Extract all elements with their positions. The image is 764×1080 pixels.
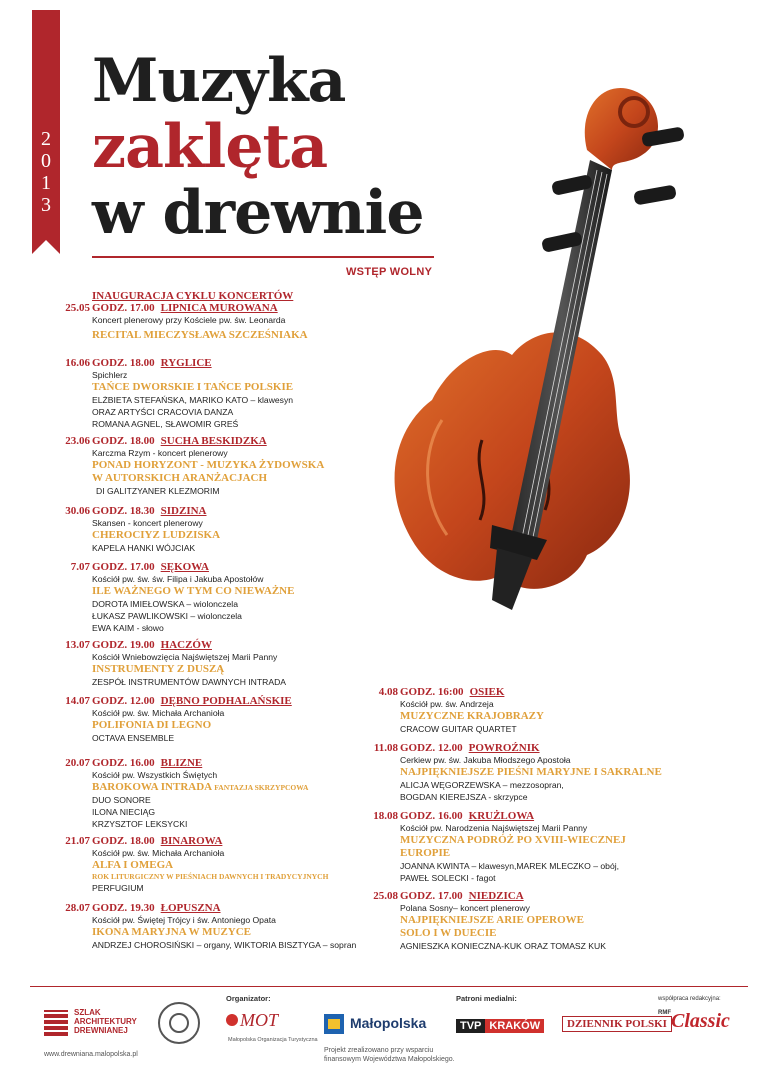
event-performer: DOROTA IMIEŁOWSKA – wiolonczela bbox=[92, 599, 238, 609]
free-entry-label: WSTĘP WOLNY bbox=[346, 266, 433, 278]
event-hour: GODZ. 17.00 bbox=[92, 302, 155, 314]
event-date: 23.06 bbox=[65, 435, 90, 447]
event-place: RYGLICE bbox=[160, 357, 212, 369]
event-program: MUZYCZNA PODRÓŻ PO XVIII-WIECZNEJ bbox=[400, 834, 626, 846]
event-hour: GODZ. 19.30 bbox=[92, 902, 155, 914]
event-program: PONAD HORYZONT - MUZYKA ŻYDOWSKA bbox=[92, 459, 325, 471]
title-line-3: w drewnie bbox=[92, 178, 424, 248]
event-place: BLIZNE bbox=[160, 757, 203, 769]
event-place: OSIEK bbox=[469, 686, 505, 698]
event-item bbox=[58, 695, 292, 744]
event-performer: ZESPÓŁ INSTRUMENTÓW DAWNYCH INTRADA bbox=[92, 677, 287, 687]
szlak-line: DREWNIANEJ bbox=[74, 1026, 128, 1035]
event-venue: Kościół pw. Narodzenia Najświętszej Marii Panny bbox=[400, 823, 588, 833]
event-date: 25.05 bbox=[65, 302, 90, 314]
event-item bbox=[366, 686, 544, 735]
event-venue: Koncert plenerowy przy Kościele pw. św. Leonarda bbox=[92, 315, 286, 325]
event-date: 20.07 bbox=[65, 757, 90, 769]
event-date: 30.06 bbox=[65, 505, 90, 517]
tvp-logo-text: TVP bbox=[456, 1019, 485, 1033]
event-performer: DI GALITZYANER KLEZMORIM bbox=[96, 486, 220, 496]
rmf-classic-logo bbox=[658, 1010, 730, 1033]
event-place: BINAROWA bbox=[160, 835, 223, 847]
event-date: 18.08 bbox=[373, 810, 398, 822]
event-hour: GODZ. 19.00 bbox=[92, 639, 155, 651]
event-venue: Kościół pw. św. Michała Archanioła bbox=[92, 848, 225, 858]
event-performer: ILONA NIECIĄG bbox=[92, 807, 156, 817]
event-performer: ŁUKASZ PAWLIKOWSKI – wiolonczela bbox=[92, 611, 242, 621]
event-place: HACZÓW bbox=[160, 639, 212, 651]
event-performer: ORAZ ARTYŚCI CRACOVIA DANZA bbox=[92, 407, 234, 417]
event-venue: Kościół pw. Wszystkich Świętych bbox=[92, 770, 218, 780]
krakow-logo-text: KRAKÓW bbox=[485, 1019, 544, 1033]
event-performer: PERFUGIUM bbox=[92, 883, 144, 893]
title-line-2: zaklęta bbox=[92, 112, 328, 182]
event-program: NAJPIĘKNIEJSZE ARIE OPEROWE bbox=[400, 914, 584, 926]
event-date: 13.07 bbox=[65, 639, 90, 651]
event-place: NIEDZICA bbox=[468, 890, 524, 902]
unesco-emblem-icon bbox=[158, 1002, 200, 1044]
dziennik-polski-logo: DZIENNIK POLSKI bbox=[562, 1016, 672, 1032]
event-item bbox=[58, 290, 308, 342]
event-venue: Spichlerz bbox=[92, 370, 128, 380]
event-item bbox=[58, 639, 286, 688]
classic-logo-text: Classic bbox=[671, 1010, 730, 1032]
event-performer: OCTAVA ENSEMBLE bbox=[92, 733, 175, 743]
event-program bbox=[92, 781, 308, 794]
event-program: POLIFONIA DI LEGNO bbox=[92, 719, 212, 731]
event-venue: Kościół pw. św. Michała Archanioła bbox=[92, 708, 225, 718]
event-program: ILE WAŻNEGO W TYM CO NIEWAŻNE bbox=[92, 585, 295, 597]
website-link[interactable]: www.drewniana.malopolska.pl bbox=[44, 1051, 138, 1058]
event-program: INSTRUMENTY Z DUSZĄ bbox=[92, 663, 225, 675]
event-program: CHEROCIYZ LUDZISKA bbox=[92, 529, 221, 541]
event-date: 14.07 bbox=[65, 695, 90, 707]
event-item bbox=[366, 890, 606, 952]
event-hour: GODZ. 18.00 bbox=[92, 835, 155, 847]
event-place: LIPNICA MUROWANA bbox=[160, 302, 278, 314]
year-label bbox=[32, 128, 60, 216]
event-item bbox=[58, 561, 294, 634]
event-date: 4.08 bbox=[378, 686, 398, 698]
mot-subtitle: Małopolska Organizacja Turystyczna bbox=[228, 1037, 318, 1043]
event-venue: Polana Sosny– koncert plenerowy bbox=[400, 903, 530, 913]
organizer-label: Organizator: bbox=[226, 994, 271, 1003]
event-program: RECITAL MIECZYSŁAWA SZCZEŚNIAKA bbox=[92, 329, 308, 341]
event-venue: Kościół pw. św. św. Filipa i Jakuba Apostołów bbox=[92, 574, 264, 584]
event-hour: GODZ. 18.30 bbox=[92, 505, 155, 517]
event-place: SUCHA BESKIDZKA bbox=[160, 435, 267, 447]
event-performer: ROMANA AGNEL, SŁAWOMIR GREŚ bbox=[92, 419, 239, 429]
event-performer: ALICJA WĘGORZEWSKA – mezzosopran, bbox=[400, 780, 564, 790]
event-hour: GODZ. 16.00 bbox=[400, 810, 463, 822]
project-note bbox=[324, 1046, 455, 1064]
event-place: ŁOPUSZNA bbox=[160, 902, 221, 914]
event-performer: BOGDAN KIEREJSZA - skrzypce bbox=[400, 792, 528, 802]
event-venue: Skansen - koncert plenerowy bbox=[92, 518, 203, 528]
coop-label: współpraca redakcyjna: bbox=[658, 996, 721, 1002]
event-program-subtitle: FANTAZJA SKRZYPCOWA bbox=[214, 783, 309, 792]
event-performer: KAPELA HANKI WÓJCIAK bbox=[92, 543, 196, 553]
event-hour: GODZ. 18.00 bbox=[92, 435, 155, 447]
violin-illustration bbox=[372, 70, 702, 630]
tvp-krakow-logo bbox=[456, 1016, 544, 1032]
event-item bbox=[58, 435, 324, 497]
event-hour: GODZ. 18.00 bbox=[92, 357, 155, 369]
mot-dot-icon bbox=[226, 1014, 238, 1026]
event-venue: Kościół pw. św. Andrzeja bbox=[400, 699, 494, 709]
malopolska-logo-text: Małopolska bbox=[350, 1015, 427, 1031]
szlak-logo-text bbox=[74, 1008, 137, 1035]
event-item bbox=[58, 357, 293, 430]
event-program: MUZYCZNE KRAJOBRAZY bbox=[400, 710, 544, 722]
rmf-logo-text: RMF bbox=[658, 1010, 671, 1016]
event-hour: GODZ. 17.00 bbox=[400, 890, 463, 902]
event-performer: PAWEŁ SOLECKI - fagot bbox=[400, 873, 496, 883]
event-program: ALFA I OMEGA bbox=[92, 859, 174, 871]
event-program-subtitle: ROK LITURGICZNY W PIEŚNIACH DAWNYCH I TRADYCYJNYCH bbox=[92, 872, 329, 881]
event-performer: JOANNA KWINTA – klawesyn,MAREK MLECZKO – obój, bbox=[400, 861, 620, 871]
event-hour: GODZ. 12.00 bbox=[400, 742, 463, 754]
event-place: SĘKOWA bbox=[160, 561, 209, 573]
event-hour: GODZ. 17.00 bbox=[92, 561, 155, 573]
event-venue: Kościół pw. Świętej Trójcy i św. Antoniego Opata bbox=[92, 915, 276, 925]
year-digit: 0 bbox=[41, 150, 51, 172]
event-date: 7.07 bbox=[70, 561, 90, 573]
event-performer: CRACOW GUITAR QUARTET bbox=[400, 724, 517, 734]
szlak-mark-icon bbox=[44, 1010, 68, 1036]
year-digit: 3 bbox=[41, 194, 51, 216]
event-program: NAJPIĘKNIEJSZE PIEŚNI MARYJNE I SAKRALNE bbox=[400, 766, 662, 778]
event-place: KRUŻLOWA bbox=[468, 810, 535, 822]
szlak-line: ARCHITEKTURY bbox=[74, 1017, 137, 1026]
event-venue: Karczma Rzym - koncert plenerowy bbox=[92, 448, 228, 458]
event-item bbox=[58, 902, 356, 951]
footer-divider bbox=[30, 986, 748, 987]
event-item bbox=[58, 757, 308, 830]
szlak-line: SZLAK bbox=[74, 1008, 101, 1017]
year-digit: 1 bbox=[41, 172, 51, 194]
year-digit: 2 bbox=[41, 128, 51, 150]
project-note-line: Projekt zrealizowano przy wsparciu bbox=[324, 1047, 434, 1054]
event-item bbox=[58, 505, 220, 554]
event-program: TAŃCE DWORSKIE I TAŃCE POLSKIE bbox=[92, 381, 294, 393]
event-performer: ANDRZEJ CHOROSIŃSKI – organy, WIKTORIA BISZTYGA – sopran bbox=[92, 940, 357, 950]
project-note-line: finansowym Województwa Małopolskiego. bbox=[324, 1056, 455, 1063]
event-venue: Kościół Wniebowzięcia Najświętszej Marii Panny bbox=[92, 652, 278, 662]
event-inauguration: INAUGURACJA CYKLU KONCERTÓW bbox=[92, 290, 294, 302]
event-performer: EWA KAIM - słowo bbox=[92, 623, 164, 633]
event-place: DĘBNO PODHALAŃSKIE bbox=[160, 695, 292, 707]
event-date: 21.07 bbox=[65, 835, 90, 847]
event-date: 11.08 bbox=[373, 742, 398, 754]
event-program: SOLO I W DUECIE bbox=[400, 927, 497, 939]
event-program: IKONA MARYJNA W MUZYCE bbox=[92, 926, 252, 938]
event-performer: ELŻBIETA STEFAŃSKA, MARIKO KATO – klawesyn bbox=[92, 395, 294, 405]
event-item bbox=[58, 835, 328, 894]
patrons-label: Patroni medialni: bbox=[456, 994, 517, 1003]
event-place: SIDZINA bbox=[160, 505, 207, 517]
event-place: POWROŹNIK bbox=[468, 742, 540, 754]
event-performer: AGNIESZKA KONIECZNA-KUK ORAZ TOMASZ KUK bbox=[400, 941, 606, 951]
event-date: 25.08 bbox=[373, 890, 398, 902]
event-performer: KRZYSZTOF LEKSYCKI bbox=[92, 819, 188, 829]
event-program: W AUTORSKICH ARANŻACJACH bbox=[92, 472, 268, 484]
event-hour: GODZ. 16.00 bbox=[92, 757, 155, 769]
malopolska-emblem-icon bbox=[324, 1014, 344, 1034]
mot-logo-text: MOT bbox=[240, 1010, 279, 1030]
event-venue: Cerkiew pw. św. Jakuba Młodszego Apostoła bbox=[400, 755, 571, 765]
title-line-1: Muzyka bbox=[92, 46, 346, 116]
event-item bbox=[366, 742, 662, 803]
event-program-title: BAROKOWA INTRADA bbox=[92, 781, 212, 793]
event-hour: GODZ. 16:00 bbox=[400, 686, 464, 698]
event-date: 28.07 bbox=[65, 902, 90, 914]
event-performer: DUO SONORE bbox=[92, 795, 151, 805]
event-hour: GODZ. 12.00 bbox=[92, 695, 155, 707]
event-item bbox=[366, 810, 626, 884]
event-program: EUROPIE bbox=[400, 847, 451, 859]
event-date: 16.06 bbox=[65, 357, 90, 369]
